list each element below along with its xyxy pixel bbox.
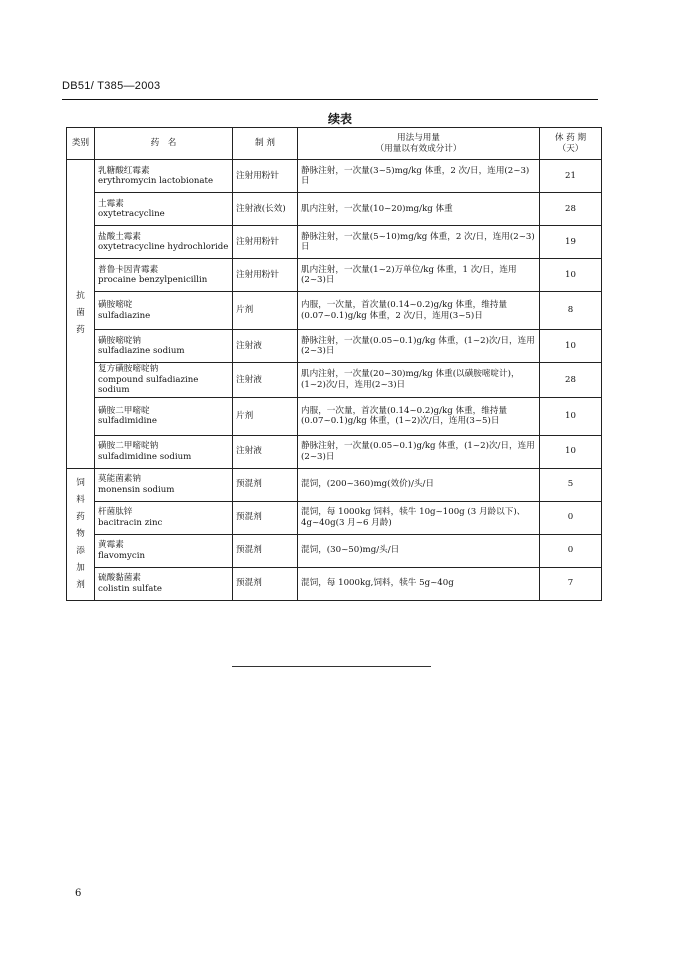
header-form: 制 剂 [233,128,298,160]
drug-cell [95,259,233,292]
drug-cell [95,292,233,330]
drug-name-cn: 杆菌肽锌 [98,507,133,517]
drug-name-en: sulfadimidine sodium [98,451,192,462]
drug-name-cn: 磺胺二甲嘧啶钠 [98,441,159,451]
usage-cell: 混饲，(30~50)mg/头/日 [298,534,540,567]
drug-name-en: procaine benzylpenicillin [98,275,208,285]
header-rule [62,99,598,100]
form-cell: 预混剂 [233,534,298,567]
drug-name-en: sulfadiazine [98,310,151,321]
form-cell: 注射液(长效) [233,193,298,226]
drug-name-cn: 土霉素 [98,198,124,209]
form-cell: 注射液 [233,330,298,363]
drug-name-cn: 磺胺嘧啶钠 [98,335,141,346]
drug-cell [95,435,233,468]
drug-withdrawal-table [66,127,602,601]
usage-cell: 内服，一次量，首次量(0.14~0.2)g/kg 体重，维持量(0.07~0.1)g/kg 体重，2 次/日，连用(3~5)日 [298,292,540,330]
drug-name-cn: 磺胺二甲嘧啶 [98,405,150,416]
form-cell: 预混剂 [233,468,298,501]
form-cell: 预混剂 [233,501,298,534]
form-cell: 片剂 [233,292,298,330]
form-cell: 注射用粉针 [233,160,298,193]
drug-cell [95,468,233,501]
table-title: 续表 [327,112,352,126]
drug-name-en: flavomycin [98,550,145,561]
usage-cell: 静脉注射，一次量(0.05~0.1)g/kg 体重，(1~2)次/日，连用(2~3)日 [298,330,540,363]
table-row [67,468,602,501]
table-row [67,193,602,226]
category-cell [67,468,95,600]
header-usage-line1: 用法与用量 [397,133,440,143]
withdrawal-cell: 5 [540,468,602,501]
drug-name-en: oxytetracycline hydrochloride [98,242,229,252]
drug-name-cn: 盐酸土霉素 [98,231,141,242]
table-row [67,330,602,363]
drug-name-en: monensin sodium [98,484,175,495]
table-row [67,435,602,468]
drug-name-cn: 黄霉素 [98,540,124,550]
usage-cell: 混饲，(200~360)mg(效价)/头/日 [298,468,540,501]
usage-cell: 肌内注射，一次量(10~20)mg/kg 体重 [298,193,540,226]
category-label: 抗菌药 [76,291,85,336]
drug-cell [95,397,233,435]
table-row [67,226,602,259]
withdrawal-cell: 28 [540,363,602,398]
drug-name-en: compound sulfadiazine sodium [98,374,199,395]
header-withdrawal-line1: 休 药 期 [554,133,587,143]
drug-name-cn: 磺胺嘧啶 [98,300,133,310]
usage-cell: 静脉注射，一次量(3~5)mg/kg 体重，2 次/日，连用(2~3)日 [298,160,540,193]
form-cell: 注射液 [233,363,298,398]
drug-name-cn: 硫酸黏菌素 [98,573,141,583]
table-row [67,501,602,534]
drug-cell [95,160,233,193]
withdrawal-cell: 10 [540,435,602,468]
drug-name-en: sulfadimidine [98,416,158,426]
drug-cell [95,501,233,534]
drug-name-cn: 乳糖酸红霉素 [98,165,150,176]
form-cell: 片剂 [233,397,298,435]
withdrawal-cell: 8 [540,292,602,330]
drug-cell [95,567,233,600]
drug-cell [95,534,233,567]
usage-cell: 内服，一次量，首次量(0.14~0.2)g/kg 体重，维持量(0.07~0.1)g/kg 体重，(1~2)次/日，连用(3~5)日 [298,397,540,435]
drug-name-en: sulfadiazine sodium [98,346,185,356]
drug-name-cn: 复方磺胺嘧啶钠 [98,364,159,374]
end-rule [232,666,431,667]
withdrawal-cell: 10 [540,330,602,363]
withdrawal-cell: 28 [540,193,602,226]
usage-cell: 肌内注射，一次量(20~30)mg/kg 体重(以磺胺嘧啶计)，(1~2)次/日，连用(2~3)日 [298,363,540,398]
page-number: 6 [75,888,82,899]
withdrawal-cell: 7 [540,567,602,600]
table-row [67,397,602,435]
withdrawal-cell: 19 [540,226,602,259]
drug-name-en: oxytetracycline [98,209,165,219]
table-row [67,567,602,600]
usage-cell: 混饲，每 1000kg,饲料，犊牛 5g~40g [298,567,540,600]
withdrawal-cell: 0 [540,501,602,534]
drug-cell [95,193,233,226]
table-row [67,292,602,330]
withdrawal-cell: 10 [540,397,602,435]
drug-cell [95,330,233,363]
drug-name-cn: 普鲁卡因青霉素 [98,264,159,275]
header-withdrawal-line2: （天） [557,143,584,154]
usage-cell: 静脉注射，一次量(0.05~0.1)g/kg 体重，(1~2)次/日，连用(2~3)日 [298,435,540,468]
usage-cell: 混饲，每 1000kg 饲料，犊牛 10g~100g (3 月龄以下)、4g~40g(3 月~6 月龄) [298,501,540,534]
withdrawal-cell: 0 [540,534,602,567]
table-row [67,363,602,398]
header-withdrawal [540,128,602,160]
header-drug: 药 名 [95,128,233,160]
drug-name-cn: 莫能菌素钠 [98,474,141,484]
form-cell: 预混剂 [233,567,298,600]
withdrawal-cell: 21 [540,160,602,193]
category-label: 饲料药物添加剂 [76,477,85,590]
header-usage-line2: （用量以有效成分计） [375,143,462,154]
header-category: 类别 [67,128,95,160]
drug-cell [95,226,233,259]
table-row [67,259,602,292]
table-row [67,534,602,567]
header-usage [298,128,540,160]
drug-name-en: erythromycin lactobionate [98,176,214,186]
drug-name-en: bacitracin zinc [98,517,163,528]
usage-cell: 肌内注射，一次量(1~2)万单位/kg 体重，1 次/日，连用(2~3)日 [298,259,540,292]
drug-cell [95,363,233,398]
category-cell [67,160,95,469]
form-cell: 注射液 [233,435,298,468]
drug-name-en: colistin sulfate [98,583,162,594]
form-cell: 注射用粉针 [233,259,298,292]
withdrawal-cell: 10 [540,259,602,292]
usage-cell: 静脉注射，一次量(5~10)mg/kg 体重，2 次/日，连用(2~3)日 [298,226,540,259]
standard-code: DB51/ T385—2003 [62,80,161,92]
form-cell: 注射用粉针 [233,226,298,259]
table-row [67,160,602,193]
